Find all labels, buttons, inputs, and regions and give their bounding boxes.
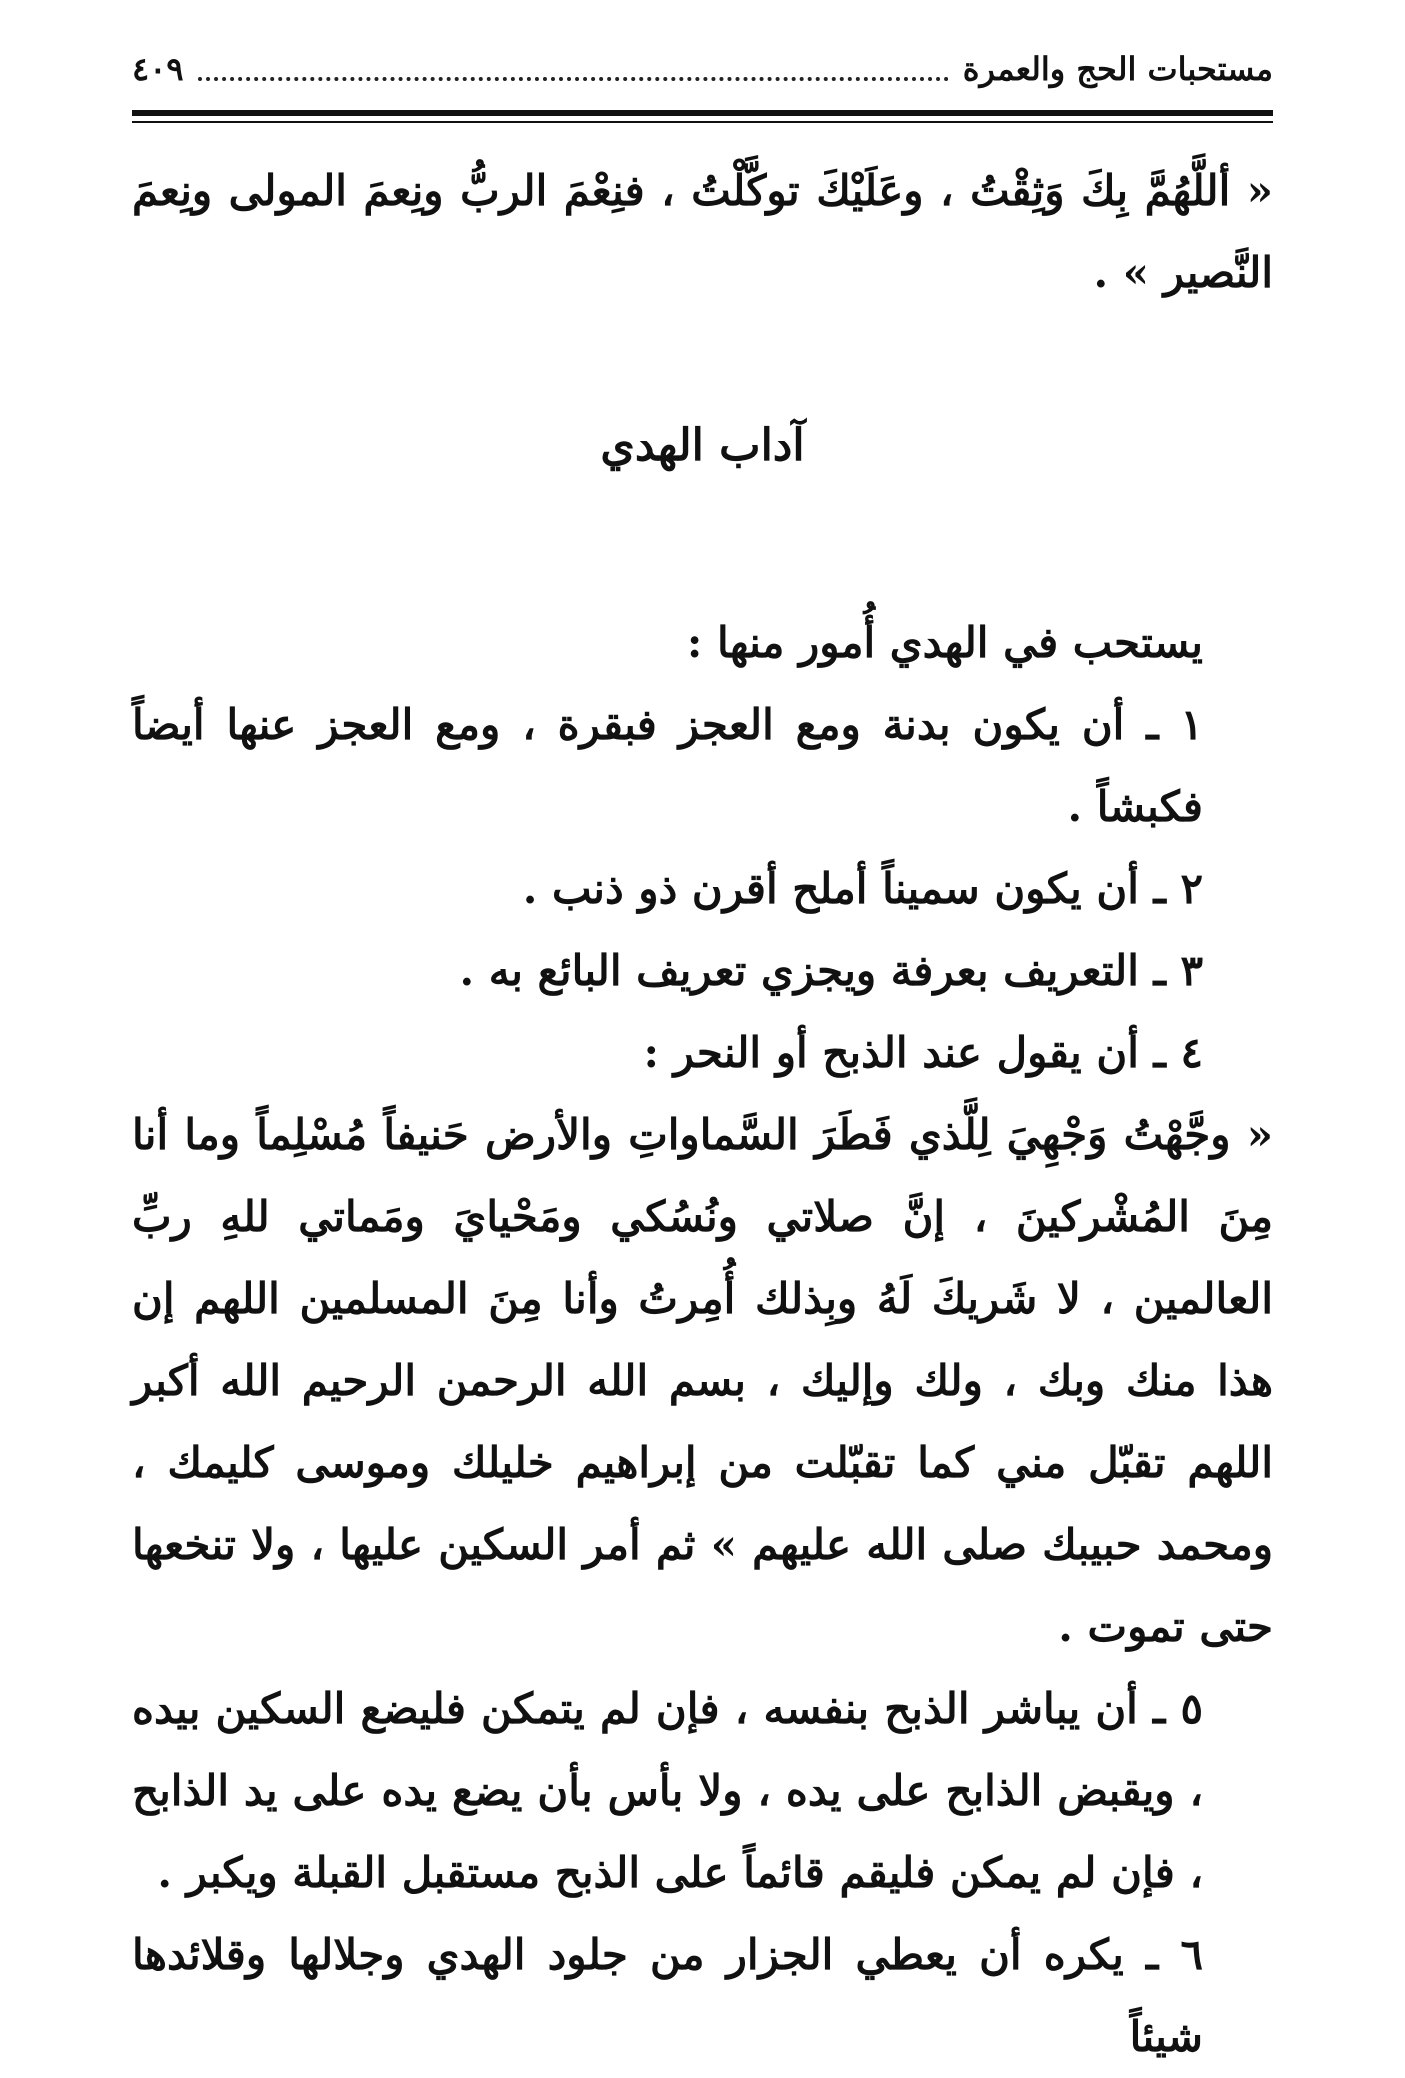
header-title: مستحبات الحج والعمرة	[962, 50, 1273, 88]
opening-prayer: « أللَّهُمَّ بِكَ وَثِقْتُ ، وعَلَيْكَ توكَّلْتُ ، فنِعْمَ الربُّ ونِعمَ المولى ونِعمَ النَّصير » .	[132, 166, 1273, 297]
opening-prayer-block	[132, 150, 1273, 314]
page-number: ٤٠٩	[132, 50, 184, 88]
list-item-6: ٦ ـ يكره أن يعطي الجزار من جلود الهدي وجلالها وقلائدها شيئاً	[132, 1930, 1203, 2061]
list-item-2: ٢ ـ أن يكون سميناً أملح أقرن ذو ذنب .	[522, 864, 1203, 913]
intro-line: يستحب في الهدي أُمور منها :	[686, 618, 1203, 667]
header-rule-thick	[132, 110, 1273, 116]
list-item-4: ٤ ـ أن يقول عند الذبح أو النحر :	[643, 1028, 1203, 1077]
header-leader-dots	[198, 77, 949, 81]
section-heading: آداب الهدي	[600, 420, 805, 471]
list-item-1: ١ ـ أن يكون بدنة ومع العجز فبقرة ، ومع العجز عنها أيضاً فكبشاً .	[132, 700, 1203, 831]
list-item-5: ٥ ـ أن يباشر الذبح بنفسه ، فإن لم يتمكن فليضع السكين بيده ، ويقبض الذابح على يده ، ولا بأس بأن يضع يده على يد الذابح ، فإن لم يمكن فليقم قائماً على الذبح مستقبل القبلة ويكبر .	[132, 1684, 1203, 1897]
running-header	[132, 44, 1273, 94]
list-item-3: ٣ ـ التعريف بعرفة ويجزي تعريف البائع به .	[459, 946, 1203, 995]
body-text	[132, 602, 1273, 2078]
header-rule-thin	[132, 121, 1273, 123]
dua-paragraph: « وجَّهْتُ وَجْهِيَ لِلَّذي فَطَرَ السَّماواتِ والأرض حَنيفاً مُسْلِماً وما أنا مِنَ المُشْركينَ ، إنَّ صلاتي ونُسُكي ومَحْيايَ ومَماتي للهِ ربِّ العالمين ، لا شَريكَ لَهُ وبِذلك أُمِرتُ وأنا مِنَ المسلمين اللهم إن هذا منك وبك ، ولك وإليك ، بسم الله الرحمن الرحيم الله أكبر اللهم تقبّل مني كما تقبّلت من إبراهيم خليلك وموسى كليمك ، ومحمد حبيبك صلى الله عليهم » ثم أمر السكين عليها ، ولا تنخعها حتى تموت .	[132, 1110, 1273, 1651]
